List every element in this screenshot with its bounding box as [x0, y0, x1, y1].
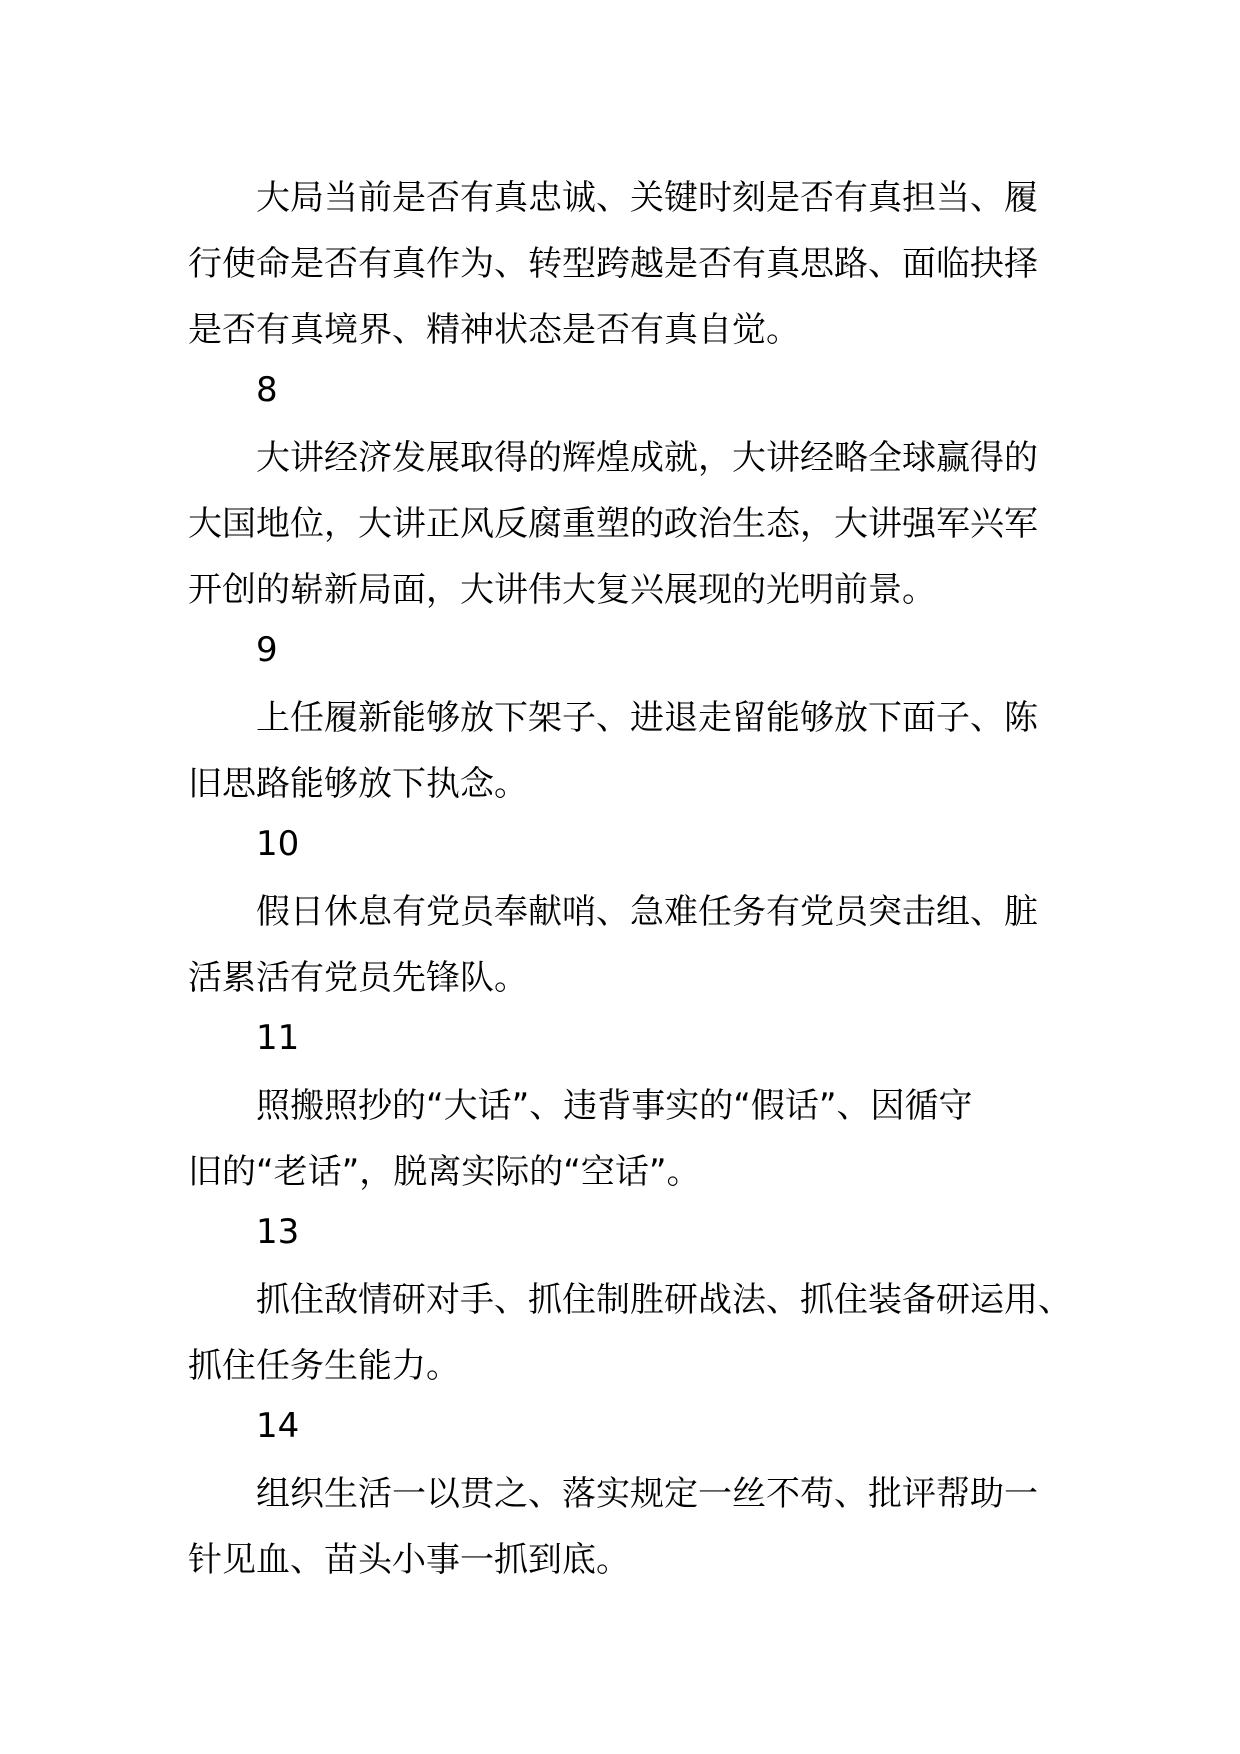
paragraph-6-line-2: 抓住任务生能力。: [188, 1346, 460, 1386]
paragraph-4-line-2: 活累活有党员先锋队。: [188, 958, 528, 998]
paragraph-7-line-1: 组织生活一以贯之、落实规定一丝不苟、批评帮助一: [256, 1474, 1038, 1514]
paragraph-1-line-3: 是否有真境界、精神状态是否有真自觉。: [188, 310, 800, 350]
item-number-14: 14: [256, 1406, 300, 1446]
paragraph-4-line-1: 假日休息有党员奉献哨、急难任务有党员突击组、脏: [256, 892, 1038, 932]
paragraph-3-line-1: 上任履新能够放下架子、进退走留能够放下面子、陈: [256, 698, 1038, 738]
item-number-11: 11: [256, 1018, 300, 1058]
paragraph-2-line-1: 大讲经济发展取得的辉煌成就，大讲经略全球赢得的: [256, 438, 1038, 478]
paragraph-3-line-2: 旧思路能够放下执念。: [188, 764, 528, 804]
paragraph-5-line-2: 旧的“老话”，脱离实际的“空话”。: [188, 1152, 701, 1192]
paragraph-6-line-1: 抓住敌情研对手、抓住制胜研战法、抓住装备研运用、: [256, 1280, 1072, 1320]
paragraph-7-line-2: 针见血、苗头小事一抓到底。: [188, 1540, 630, 1580]
paragraph-1-line-2: 行使命是否有真作为、转型跨越是否有真思路、面临抉择: [188, 244, 1038, 284]
paragraph-2-line-2: 大国地位，大讲正风反腐重塑的政治生态，大讲强军兴军: [188, 504, 1038, 544]
item-number-8: 8: [256, 370, 278, 410]
item-number-9: 9: [256, 630, 278, 670]
item-number-13: 13: [256, 1212, 300, 1252]
paragraph-1-line-1: 大局当前是否有真忠诚、关键时刻是否有真担当、履: [256, 178, 1038, 218]
item-number-10: 10: [256, 824, 300, 864]
paragraph-5-line-1: 照搬照抄的“大话”、违背事实的“假话”、因循守: [256, 1086, 973, 1126]
paragraph-2-line-3: 开创的崭新局面，大讲伟大复兴展现的光明前景。: [188, 570, 936, 610]
